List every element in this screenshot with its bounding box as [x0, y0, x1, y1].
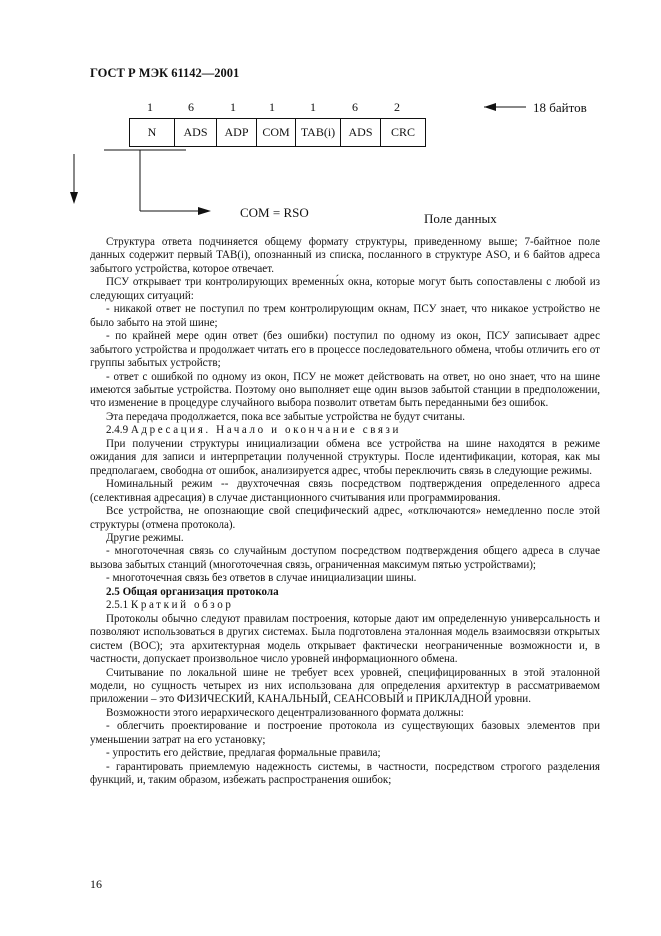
byte-count: 1 [269, 100, 275, 114]
paragraph: Эта передача продолжается, пока все забытые устройства не будут считаны. [106, 410, 466, 423]
byte-count: 1 [310, 100, 316, 114]
paragraph: ПСУ открывает три контролирующих временны́х окна, которые могут быть сопоставлены с любой из следующих ситуаций: [90, 276, 600, 302]
section-title: Краткий обзор [130, 599, 234, 612]
document-header: ГОСТ Р МЭК 61142—2001 [90, 66, 240, 80]
com-arrow-head [198, 207, 211, 215]
paragraph: Номинальный режим -- двухточечная связь посредством подтверждения определенного адреса (селективная адресация) в случае дистанционного считывания или программирования. [90, 478, 600, 504]
field-cell: TAB(i) [296, 119, 341, 147]
total-arrow-head [484, 103, 496, 111]
byte-count: 1 [147, 100, 153, 114]
paragraph: Считывание по локальной шине не требует всех уровней, специфицированных в этой эталонной модели, но сущность четырех из них использована для определения архитектур в рассматриваемом приложении – это ФИЗИЧЕСКИЙ, КАНАЛЬНЫЙ, СЕАНСОВЫЙ и ПРИКЛАДНОЙ уровни. [90, 666, 600, 706]
section-heading-2-4-9 [90, 424, 600, 437]
section-number: 2.4.9 [106, 424, 129, 437]
field-cell: ADP [217, 119, 257, 147]
body-text [90, 236, 600, 788]
section-heading-2-5-1 [90, 599, 600, 612]
down-arrow-head [70, 192, 78, 204]
page-number: 16 [90, 877, 102, 891]
com-rso-label: COM = RSO [240, 205, 309, 220]
paragraph: Другие режимы. [106, 531, 184, 544]
data-field-label: Поле данных [424, 211, 497, 226]
field-cell: ADS [175, 119, 217, 147]
list-item: - гарантировать приемлемую надежность системы, в частности, посредством строгого разделения функций, и, таким образом, избежать распространения ошибок; [90, 760, 600, 787]
list-item: - облегчить проектирование и построение протокола из существующих базовых элементов при уменьшении затрат на его установку; [90, 720, 600, 746]
list-item: - ответ с ошибкой по одному из окон, ПСУ не может действовать на ответ, но оно знает, что на шине имеются забытые устройства. Поэтому оно выполняет еще один вызов забытой станции в предположении, что изменение в процедуре случайного выбора позволит ответам быть переданными без ошибок. [90, 370, 600, 410]
section-number: 2.5.1 [106, 599, 129, 612]
paragraph: Структура ответа подчиняется общему формату структуры, приведенному выше; 7-байтное поле данных содержит первый TAB(i), опознанный из списка, посланного в структуре ASO, и 6 байтов адреса забытого устройства, которое отвечает. [90, 236, 600, 275]
byte-count: 1 [230, 100, 236, 114]
list-item: - никакой ответ не поступил по трем контролирующим окнам, ПСУ знает, что никакое устройство не было забыто на этой шине; [90, 303, 600, 329]
byte-count: 2 [394, 100, 400, 114]
byte-count: 6 [188, 100, 194, 114]
list-item: - упростить его действие, предлагая формальные правила; [106, 747, 381, 760]
byte-count: 6 [352, 100, 358, 114]
paragraph: Возможности этого иерархического децентрализованного формата должны: [106, 706, 464, 719]
field-cell: ADS [341, 119, 381, 147]
section-heading-2-5: 2.5 Общая организация протокола [106, 585, 279, 598]
field-cell: CRC [381, 119, 426, 147]
paragraph: Протоколы обычно следуют правилам построения, которые дают им определенную универсальность и позволяют использоваться в других системах. Была подготовлена эталонная модель взаимосвязи открытых систем (ВОС); эта архитектурная модель открывает фактически неограниченные возможности и, в частности, допускает произвольное число уровней информационного обмена. [90, 612, 600, 666]
total-bytes-label: 18 байтов [533, 100, 587, 115]
list-item: - многоточечная связь без ответов в случае инициализации шины. [106, 572, 417, 585]
field-cell: N [130, 119, 175, 147]
paragraph: Все устройства, не опознающие свой специфический адрес, «отключаются» немедленно после этой структуры (отмена протокола). [90, 505, 600, 531]
section-title: Адресация. Начало и окончание связи [130, 424, 402, 437]
paragraph: При получении структуры инициализации обмена все устройства на шине находятся в режиме ожидания для записи и интерпретации полученной структуры. После идентификации, которая, как мы предполагаем, свободна от ошибок, анализируется адрес, чтобы переключить связь в следующие режимы. [90, 437, 600, 477]
list-item: - по крайней мере один ответ (без ошибки) поступил по одному из окон, ПСУ записывает адрес забытого устройства и продолжает читать его в процессе последовательного обмена, чтобы отличить его от группы забытых устройств; [90, 330, 600, 370]
list-item: - многоточечная связь со случайным доступом посредством подтверждения общего адреса в случае вызова забытых станций (многоточечная связь, ограниченная максимум пятью устройствами); [90, 545, 600, 571]
field-cell: COM [257, 119, 296, 147]
